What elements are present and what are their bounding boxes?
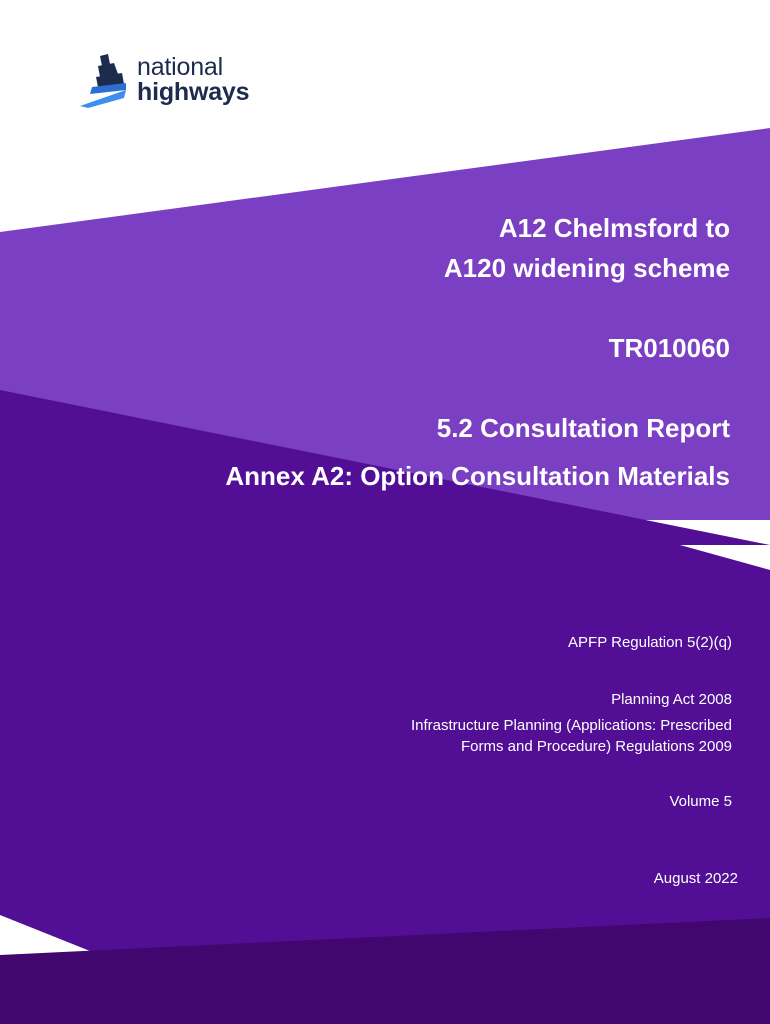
apfp-regulation: APFP Regulation 5(2)(q) <box>568 634 732 651</box>
scheme-title-line-2: A120 widening scheme <box>443 253 730 283</box>
planning-act: Planning Act 2008 <box>611 691 732 708</box>
scheme-title-line-1: A12 Chelmsford to <box>498 213 730 243</box>
regulations-line-2: Forms and Procedure) Regulations 2009 <box>461 738 732 755</box>
reference-number: TR010060 <box>608 333 730 363</box>
document-title-line-2: Annex A2: Option Consultation Materials <box>225 461 730 491</box>
regulations-line-1: Infrastructure Planning (Applications: Prescribed <box>411 717 732 734</box>
volume-number: Volume 5 <box>669 793 732 810</box>
logo-text-national: national <box>137 53 223 81</box>
publication-date: August 2022 <box>653 870 738 887</box>
document-title-line-1: 5.2 Consultation Report <box>436 413 730 443</box>
cover-title-block <box>225 208 730 496</box>
logo-text-highways: highways <box>137 78 250 106</box>
logo-mark-icon <box>78 54 134 110</box>
national-highways-logo <box>78 54 278 110</box>
